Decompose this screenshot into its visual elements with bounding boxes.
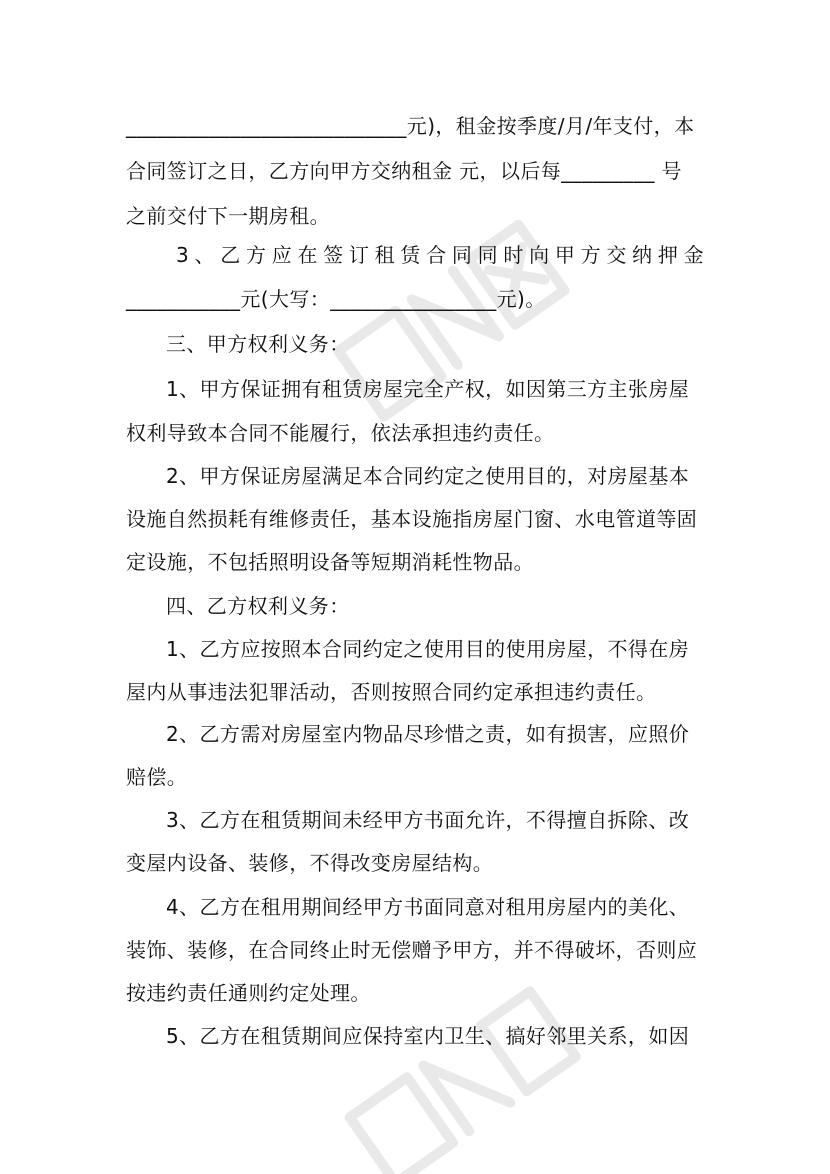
text-line: 按违约责任通则约定处理。	[126, 981, 371, 1005]
section-heading: 四、乙方权利义务：	[166, 594, 350, 618]
text-line: ___________元(大写：________________元)。	[126, 287, 546, 311]
text-line: 1、乙方应按照本合同约定之使用目的使用房屋，不得在房	[166, 637, 690, 661]
text-line: 4、乙方在租用期间经甲方书面同意对租用房屋内的美化、	[166, 895, 690, 919]
section-heading: 三、甲方权利义务：	[166, 332, 350, 356]
text-line: 设施自然损耗有维修责任，基本设施指房屋门窗、水电管道等固	[126, 507, 698, 531]
text-line: 2、乙方需对房屋室内物品尽珍惜之责，如有损害，应照价	[166, 722, 690, 746]
text-line: 权利导致本合同不能履行，依法承担违约责任。	[126, 421, 555, 445]
text-line: 5、乙方在租赁期间应保持室内卫生、搞好邻里关系，如因	[166, 1024, 690, 1048]
text-line: 合同签订之日，乙方向甲方交纳租金 元，以后每_________ 号	[126, 159, 682, 183]
text-line: 赔偿。	[126, 765, 188, 789]
text-line: 1、甲方保证拥有租赁房屋完全产权，如因第三方主张房屋	[166, 377, 690, 401]
text-line: 装饰、装修，在合同终止时无偿赠予甲方，并不得破坏，否则应	[126, 938, 698, 962]
text-line: ___________________________元)，租金按季度/月/年支付，本	[126, 114, 695, 138]
text-line: 2、甲方保证房屋满足本合同约定之使用目的，对房屋基本	[166, 464, 690, 488]
text-line: 定设施，不包括照明设备等短期消耗性物品。	[126, 550, 534, 574]
text-line: 3、乙方应在签订租赁合同同时向甲方交纳押金	[176, 243, 704, 267]
text-line: 3、乙方在租赁期间未经甲方书面允许，不得擅自拆除、改	[166, 808, 690, 832]
text-line: 屋内从事违法犯罪活动，否则按照合同约定承担违约责任。	[126, 680, 657, 704]
text-line: 变屋内设备、装修，不得改变房屋结构。	[126, 851, 494, 875]
text-line: 之前交付下一期房租。	[126, 204, 330, 228]
